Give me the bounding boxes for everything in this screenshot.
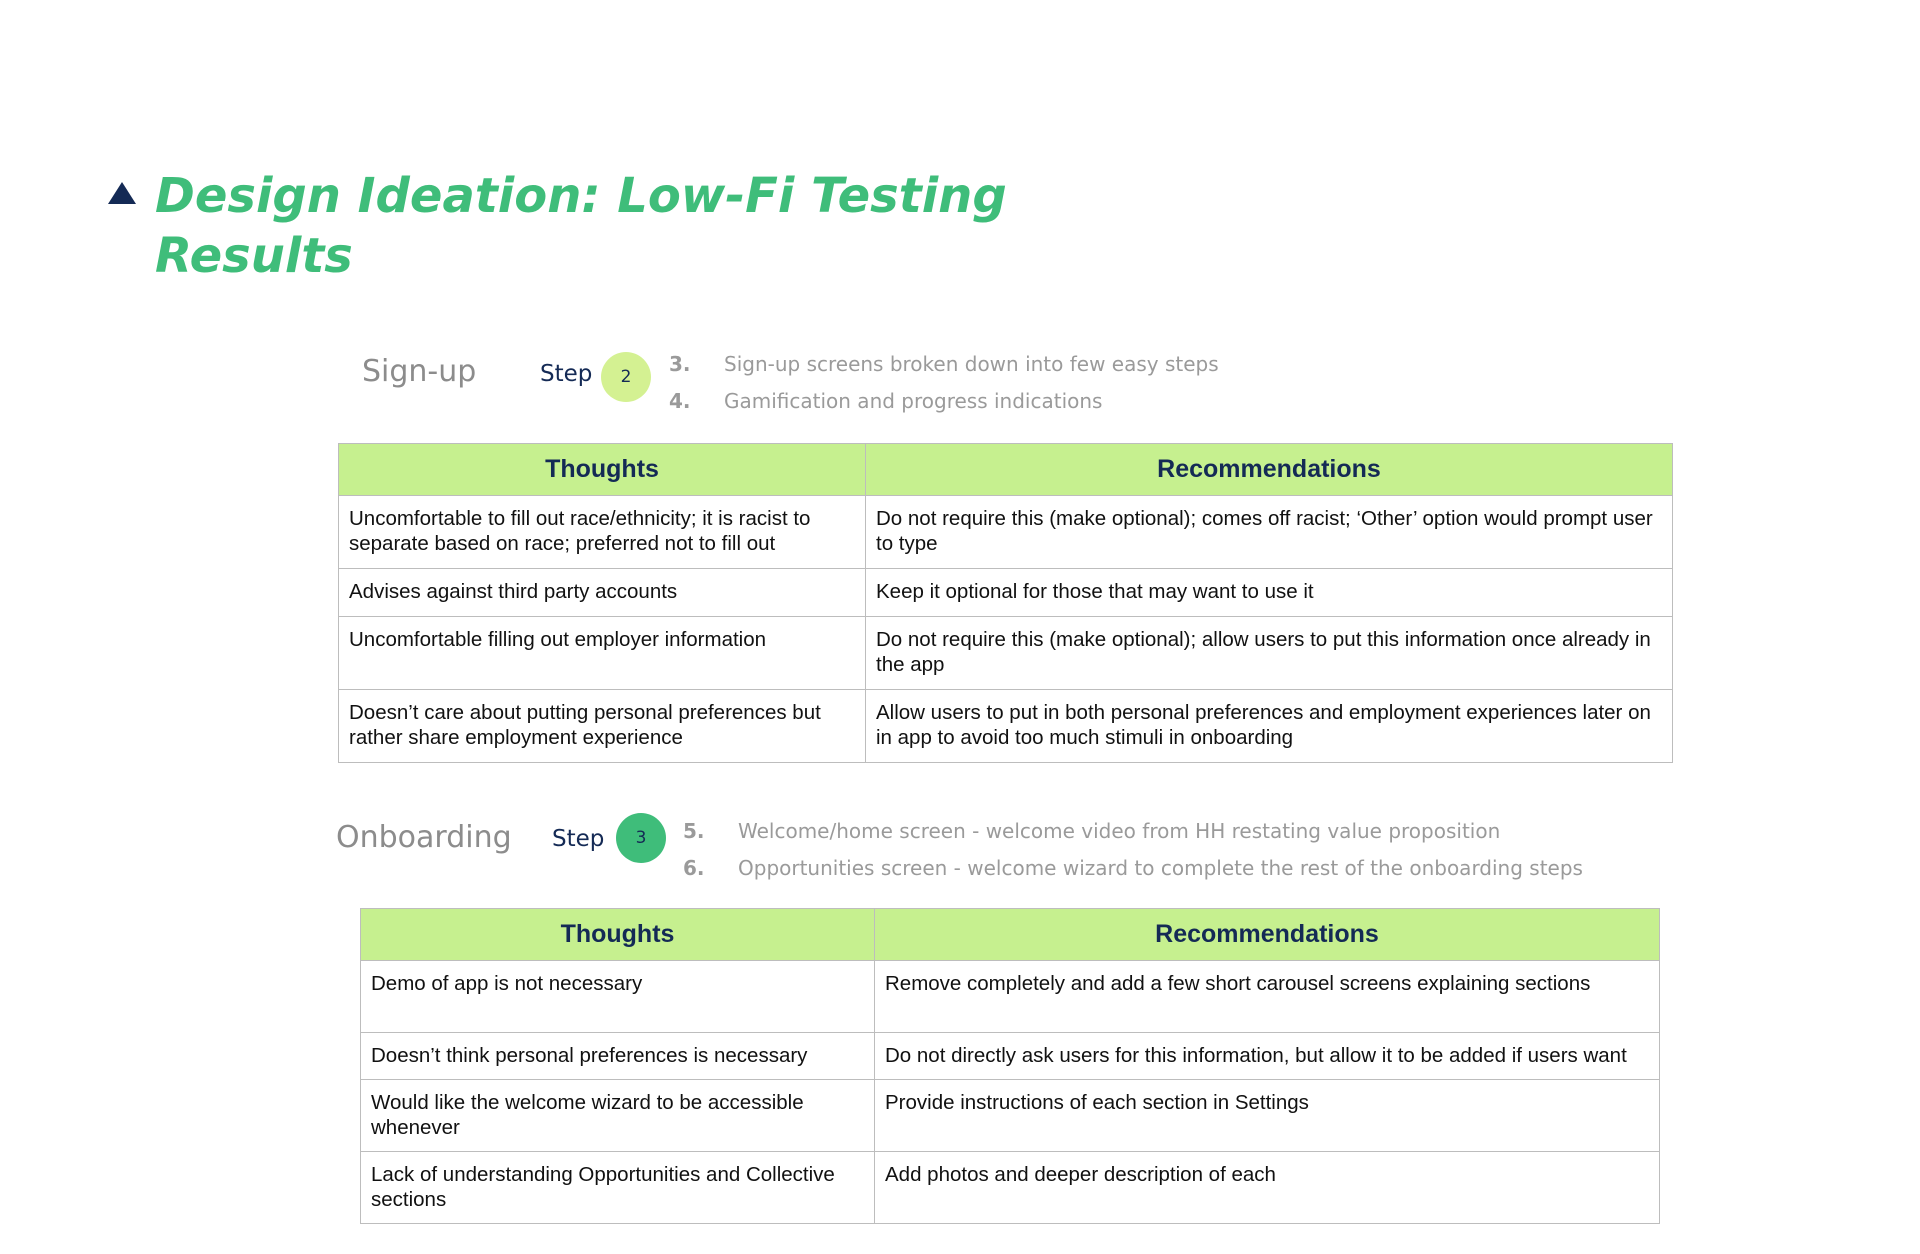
thought-cell: Uncomfortable to fill out race/ethnicity; it is racist to separate based on race; preferred not to fill out <box>339 496 866 569</box>
list-item-text: Opportunities screen - welcome wizard to complete the rest of the onboarding steps <box>738 856 1583 880</box>
table-row <box>361 1152 1660 1224</box>
onboarding-step-label: Step <box>552 826 605 852</box>
thought-cell: Uncomfortable filling out employer information <box>339 617 866 690</box>
thought-cell: Demo of app is not necessary <box>361 961 875 1033</box>
onboarding-results-table <box>360 908 1660 1224</box>
list-item-number: 4. <box>669 389 691 413</box>
table-row <box>339 617 1673 690</box>
signup-steps-list <box>669 346 1219 420</box>
onboarding-section-label: Onboarding <box>336 820 512 855</box>
table-row <box>361 1033 1660 1080</box>
onboarding-step-number: 3 <box>635 828 647 848</box>
signup-step-number: 2 <box>620 367 632 387</box>
thoughts-header: Thoughts <box>361 909 875 961</box>
table-row <box>339 569 1673 617</box>
table-header-row <box>361 909 1660 961</box>
table-row <box>361 1080 1660 1152</box>
table-row <box>339 690 1673 763</box>
thoughts-header: Thoughts <box>339 444 866 496</box>
table-header-row <box>339 444 1673 496</box>
recommendation-cell: Remove completely and add a few short carousel screens explaining sections <box>875 961 1660 1033</box>
list-item <box>683 813 1583 850</box>
list-item-number: 5. <box>683 819 705 843</box>
recommendations-header: Recommendations <box>875 909 1660 961</box>
recommendations-header: Recommendations <box>866 444 1673 496</box>
recommendation-cell: Do not directly ask users for this information, but allow it to be added if users want <box>875 1033 1660 1080</box>
thought-cell: Would like the welcome wizard to be accessible whenever <box>361 1080 875 1152</box>
signup-results-table <box>338 443 1673 763</box>
recommendation-cell: Do not require this (make optional); comes off racist; ‘Other’ option would prompt user to type <box>866 496 1673 569</box>
list-item-text: Welcome/home screen - welcome video from HH restating value proposition <box>738 819 1501 843</box>
signup-step-badge <box>601 352 651 402</box>
page-title: Design Ideation: Low-Fi Testing Results <box>155 168 1007 284</box>
triangle-up-icon <box>108 182 136 204</box>
recommendation-cell: Do not require this (make optional); allow users to put this information once already in the app <box>866 617 1673 690</box>
list-item <box>669 383 1219 420</box>
list-item <box>683 850 1583 887</box>
list-item-text: Gamification and progress indications <box>724 389 1103 413</box>
list-item-text: Sign-up screens broken down into few easy steps <box>724 352 1219 376</box>
thought-cell: Doesn’t think personal preferences is necessary <box>361 1033 875 1080</box>
onboarding-steps-list <box>683 813 1583 887</box>
recommendation-cell: Provide instructions of each section in Settings <box>875 1080 1660 1152</box>
recommendation-cell: Keep it optional for those that may want to use it <box>866 569 1673 617</box>
recommendation-cell: Allow users to put in both personal preferences and employment experiences later on in app to avoid too much stimuli in onboarding <box>866 690 1673 763</box>
signup-step-label: Step <box>540 361 593 387</box>
thought-cell: Advises against third party accounts <box>339 569 866 617</box>
list-item <box>669 346 1219 383</box>
table-row <box>361 961 1660 1033</box>
recommendation-cell: Add photos and deeper description of each <box>875 1152 1660 1224</box>
thought-cell: Lack of understanding Opportunities and Collective sections <box>361 1152 875 1224</box>
table-row <box>339 496 1673 569</box>
thought-cell: Doesn’t care about putting personal preferences but rather share employment experience <box>339 690 866 763</box>
signup-section-label: Sign-up <box>362 354 477 389</box>
list-item-number: 6. <box>683 856 705 880</box>
list-item-number: 3. <box>669 352 691 376</box>
onboarding-step-badge <box>616 813 666 863</box>
